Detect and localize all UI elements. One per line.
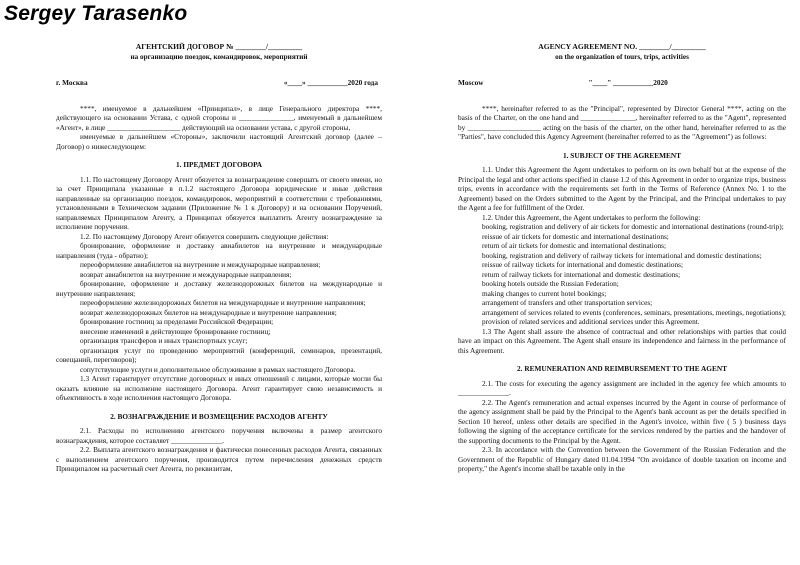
- paragraph: переоформление авиабилетов на внутренние и международные направления;: [80, 260, 321, 269]
- en-city-date-line: [458, 78, 786, 88]
- ru-title: АГЕНТСКИЙ ДОГОВОР № ________/_________: [135, 42, 303, 51]
- paragraph: 2.3. In accordance with the Convention between the Government of the Russian Federation and the Government of the Republic of Hungary dated 01.04.1994 "On avoidance of double taxation on income and property," the Agent's income shall be taxable only in the: [458, 445, 786, 473]
- russian-column: [56, 42, 382, 474]
- paragraph: arrangement of services related to events (conferences, seminars, presentations, meetings, negotiations);: [482, 307, 786, 317]
- paragraph: 2.1. Расходы по исполнению агентского поручения включены в размер агентского вознаграждения, которое составляет ______________.: [56, 426, 382, 445]
- paragraph: arrangement of transfers and other transportation services;: [482, 298, 653, 307]
- paragraph: 2.2. Выплата агентского вознаграждения и фактически понесенных расходов Агента, связанных с выполнением агентского поручения, производится путем перечисления денежных средств Принципалом на расчетный счет Агента, по реквизитам,: [56, 445, 382, 473]
- en-section-2-body: [458, 379, 786, 474]
- ru-section-1-heading: 1. ПРЕДМЕТ ДОГОВОРА: [176, 160, 262, 169]
- paragraph: 1.3 Агент гарантирует отсутствие договорных и иных отношений с лицами, которые могли бы оказать влияние на исполнение настоящего Договора. Агент гарантирует свою независимость и объективность в ходе исполнения настоящего Договора.: [56, 374, 382, 402]
- ru-date: «____» ___________2020 года: [283, 78, 378, 87]
- paragraph: ****, именуемое в дальнейшем «Принципал», в лице Генерального директора ****, действующего на основании Устава, с одной стороны и _______________, именуемый в дальнейшем «Агент», в лице ____________________ действующий на основании устава, с другой стороны,: [56, 103, 382, 132]
- paragraph: сопутствующие услуги и дополнительное обслуживание в рамках настоящего Договора.: [80, 364, 356, 374]
- paragraph: 1.1. По настоящему Договору Агент обязуется за вознаграждение совершать от своего имени, но за счет Принципала указанные в п.1.2 настоящего Договора юридические и иные действия направленные на организацию поездок, командировок, мероприятий в соответствии с требованиями, установленными в Техническом задании (Приложение № 1 к Договору) и на основании Поручений, направляемых Принципалом Агенту, а Принципал обязуется выплатить Агенту вознаграждение за исполнение поручения.: [56, 174, 382, 231]
- paragraph: 1.2. Under this Agreement, the Agent undertakes to perform the following:: [482, 212, 701, 222]
- ru-subtitle: на организацию поездок, командировок, мероприятий: [130, 53, 308, 61]
- paragraph: ****, hereinafter referred to as the "Principal", represented by Director General ****, acting on the basis of the Charter, on the one hand and _______________, hereinafter referred to as the "Agent", represented by ____________________ acting on the basis of the charter, on the other hand, hereinafter referred to as the "Parties", have concluded this Agency Agreement (hereinafter referred to as the "Agreement") as follows:: [458, 103, 786, 141]
- en-city: Moscow: [458, 78, 484, 87]
- paragraph: making changes to current hotel bookings;: [482, 288, 607, 298]
- paragraph: booking, registration and delivery of railway tickets for international and domestic destinations;: [482, 250, 762, 260]
- ru-section-1-body: [56, 175, 382, 403]
- paragraph: 2.2. The Agent's remuneration and actual expenses incurred by the Agent in course of performance of the agency assignment shall be paid by the Principal to the Agent's bank account as per the details specified in Section 10 hereof, unless other details are specified in the Agent's invoice, within five ( 5 ) business days following the signing of the acceptance certificate for the services rendered by the parties and the handover of the supporting documents to the Principal by the Agent.: [458, 397, 786, 445]
- paragraph: возврат железнодорожных билетов на международные и внутренние направления;: [80, 307, 337, 317]
- en-section-1-body: [458, 165, 786, 355]
- en-section-2-heading: 2. REMUNERATION AND REIMBURSEMENT TO THE AGENT: [517, 364, 727, 373]
- paragraph: 2.1. The costs for executing the agency assignment are included in the agency fee which amounts to ______________.: [458, 378, 786, 397]
- paragraph: возврат авиабилетов на внутренние и международные направления;: [80, 269, 292, 279]
- en-date: "____" ___________2020: [588, 78, 668, 87]
- paragraph: return of railway tickets for international and domestic destinations;: [482, 269, 681, 279]
- ru-section-2-heading: 2. ВОЗНАГРАЖДЕНИЕ И ВОЗМЕЩЕНИЕ РАСХОДОВ АГЕНТУ: [110, 411, 328, 421]
- paragraph: 1.1. Under this Agreement the Agent undertakes to perform on its own behalf but at the expense of the Principal the legal and other actions specified in clause 1.2 of this Agreement in order to organize trips, business trips, events in accordance with the requirements set forth in the Terms of Reference (Annex No. 1 to the Agreement) based on the Orders submitted to the Agent by the Principal, and the Principal undertakes to pay the Agent a fee for fulfillment of the Order.: [458, 165, 786, 212]
- paragraph: организация трансферов и иных транспортных услуг;: [80, 336, 248, 345]
- en-subtitle: on the organization of tours, trips, activities: [555, 53, 689, 61]
- en-preamble: [458, 104, 786, 142]
- author-watermark: Sergey Tarasenko: [4, 2, 188, 25]
- en-title: AGENCY AGREEMENT NO. ________/_________: [538, 42, 706, 51]
- paragraph: бронирование гостиниц за пределами Российской Федерации;: [80, 317, 274, 326]
- paragraph: provision of related services and additional services under this Agreement.: [482, 317, 700, 326]
- paragraph: внесение изменений в действующее бронирование гостиниц;: [80, 326, 271, 336]
- paragraph: 1.3 The Agent shall assure the absence of contractual and other relationships with parties that could have an impact on this Agreement. The Agent shall ensure its independence and fairness in the performance of this Agreement.: [458, 326, 786, 355]
- paragraph: именуемые в дальнейшем «Стороны», заключили настоящий Агентский договор (далее – Договор) о нижеследующем:: [56, 132, 382, 151]
- paragraph: return of air tickets for domestic and international destinations;: [482, 241, 666, 250]
- ru-city: г. Москва: [56, 78, 88, 87]
- paragraph: бронирование, оформление и доставку авиабилетов на внутренние и международные направления (туда - обратно);: [56, 241, 382, 260]
- english-column: [458, 42, 786, 474]
- ru-preamble: [56, 104, 382, 152]
- ru-city-date-line: [56, 78, 382, 88]
- paragraph: reissue of air tickets for domestic and international destinations;: [482, 231, 669, 241]
- paragraph: организация услуг по проведению мероприятий (конференций, семинаров, презентаций, совещаний, переговоров);: [56, 345, 382, 364]
- paragraph: бронирование, оформление и доставку железнодорожных билетов на международные и внутренние направления;: [56, 279, 382, 298]
- paragraph: reissue of railway tickets for international and domestic destinations;: [482, 260, 684, 269]
- paragraph: booking hotels outside the Russian Federation;: [482, 279, 619, 288]
- en-section-1-heading: 1. SUBJECT OF THE AGREEMENT: [562, 150, 682, 160]
- paragraph: 1.2. По настоящему Договору Агент обязуется совершить следующие действия:: [80, 231, 329, 241]
- paragraph: переоформление железнодорожных билетов на международные и внутренние направления;: [80, 298, 366, 307]
- paragraph: booking, registration and delivery of air tickets for domestic and international destinations (round-trip);: [482, 222, 784, 231]
- ru-section-2-body: [56, 426, 382, 474]
